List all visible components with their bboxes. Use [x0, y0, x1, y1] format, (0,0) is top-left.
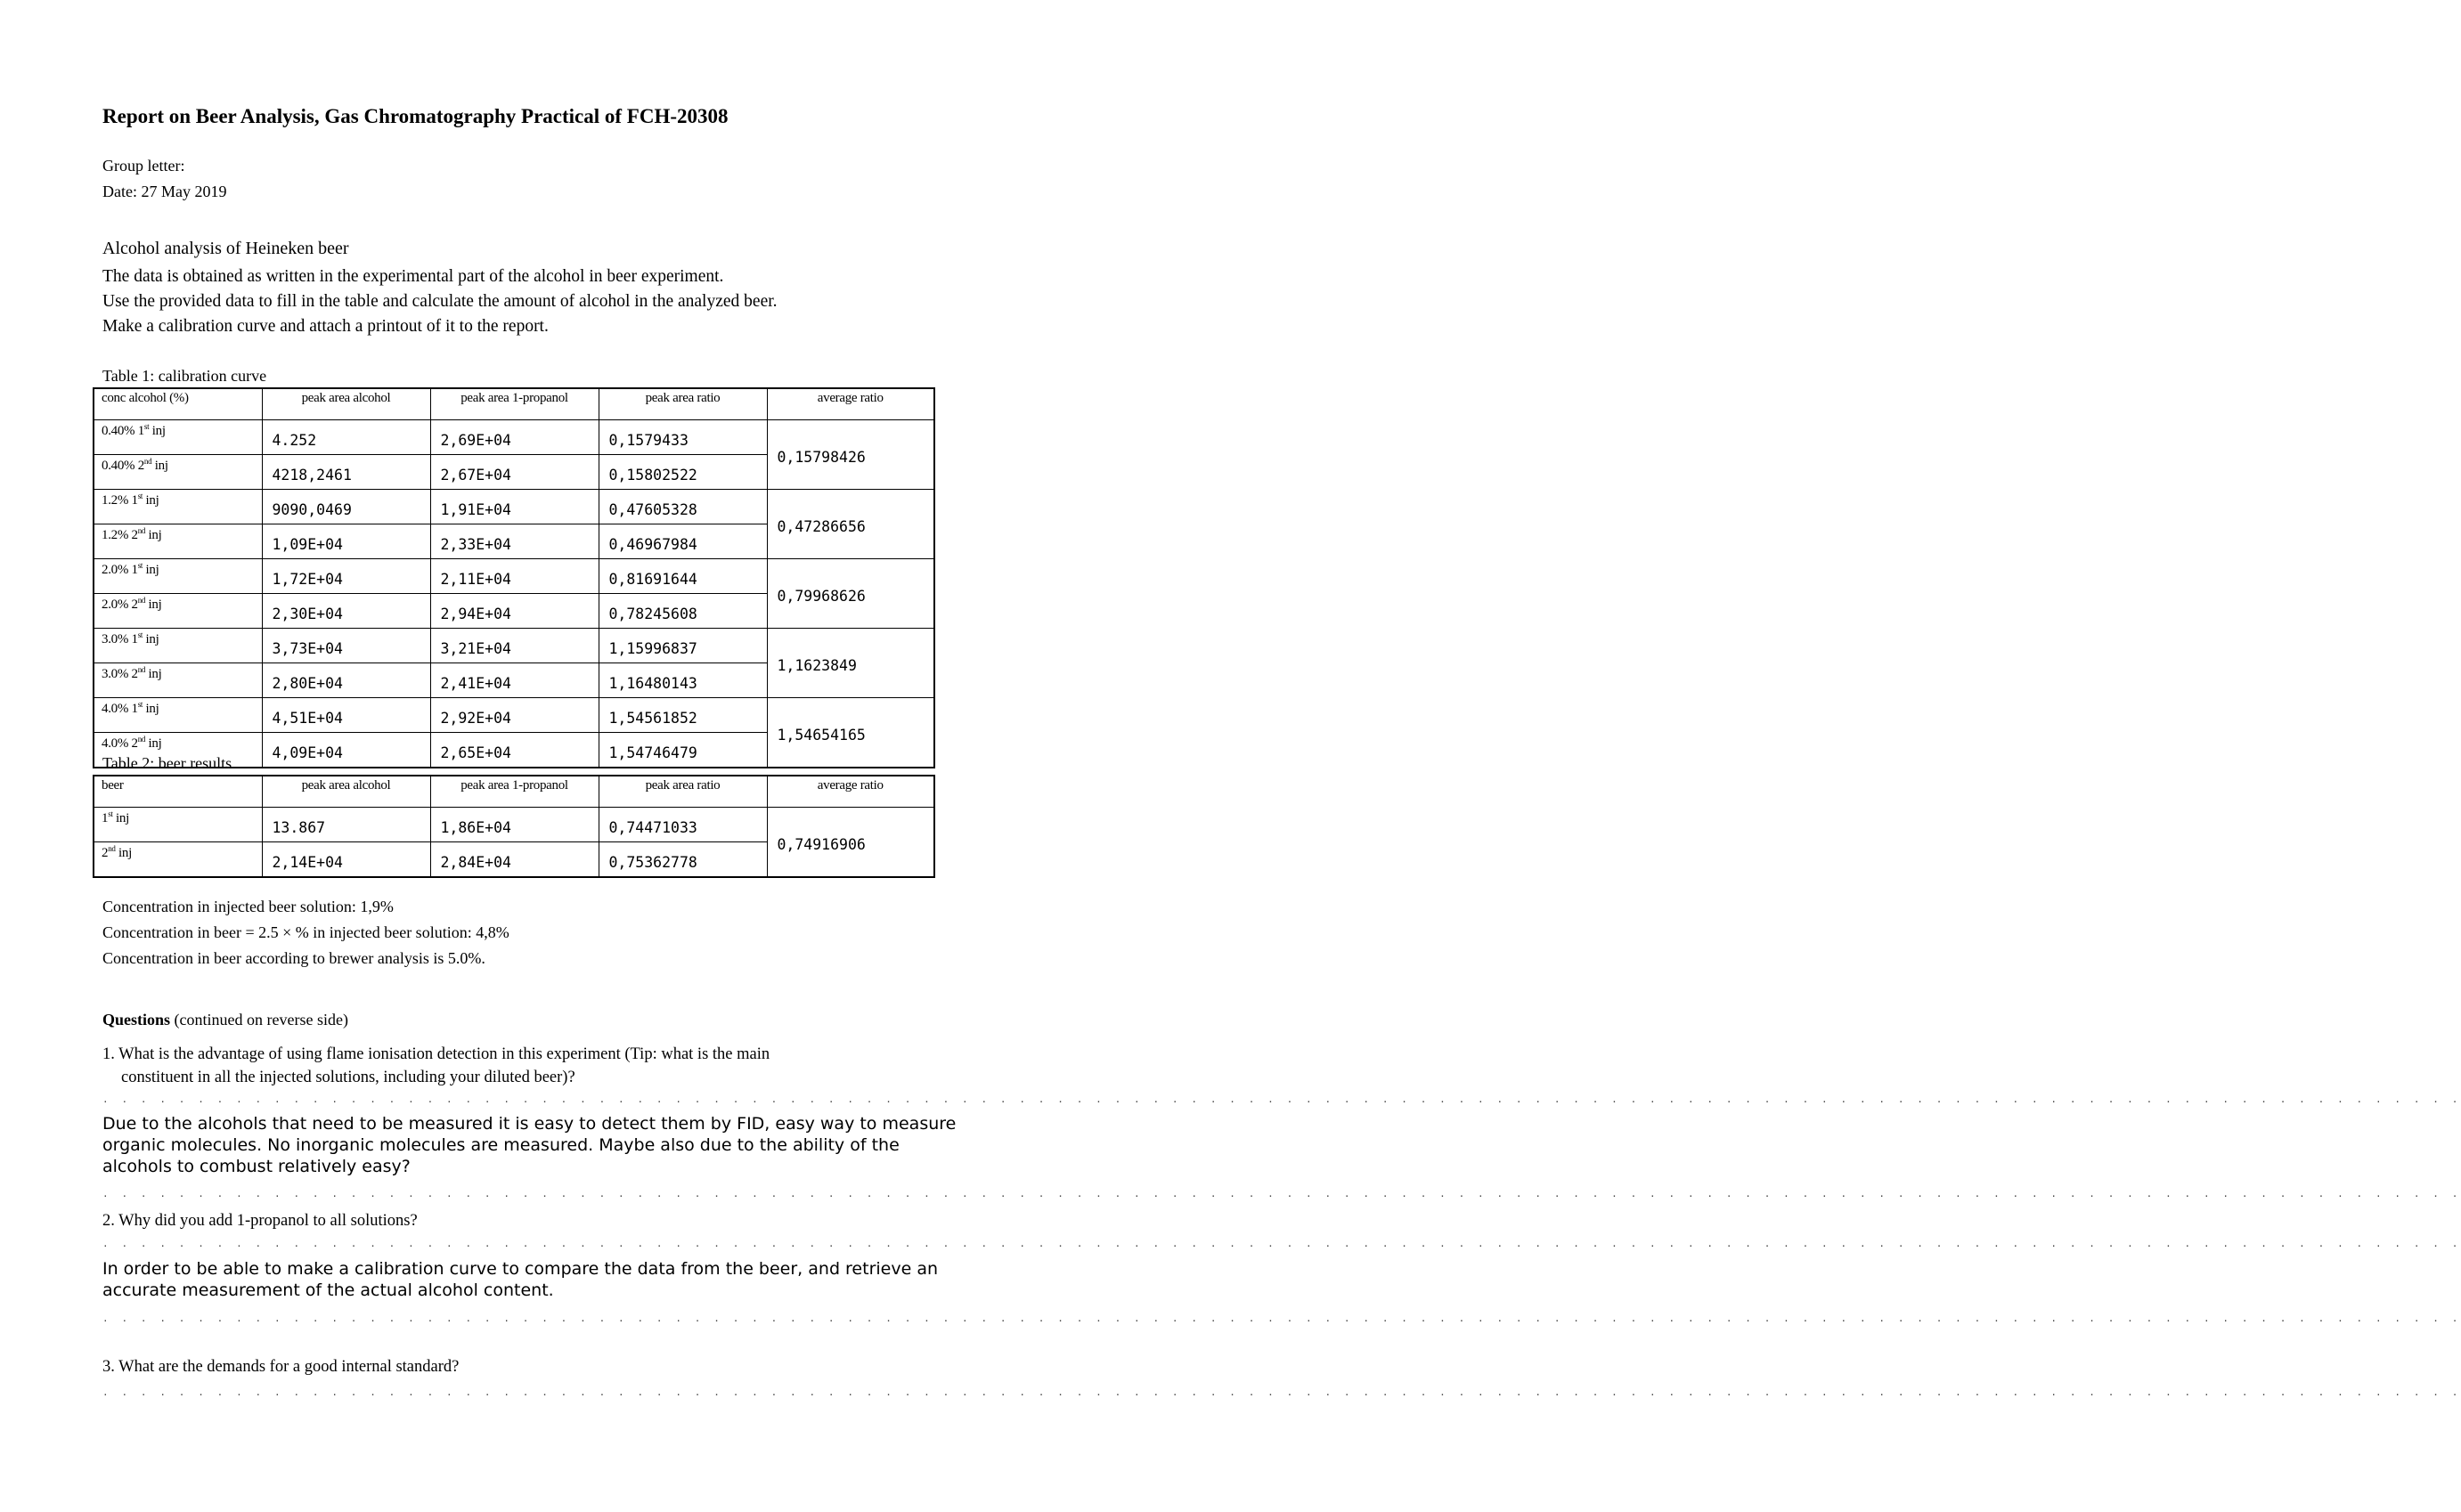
- row-label: [94, 490, 262, 524]
- peak-area-alcohol-cell: 3,73E+04: [262, 629, 430, 663]
- answer-1-dotted-line-bottom: . . . . . . . . . . . . . . . . . . . . . . . . . . . . . . . . . . . . . . . . . . . . . . . . . . . . . . . . . . . . . . . . . . . . . . . . . . . . . . . . . . . . . . . . . . . . . . . . . . . . . . . . . . . . . . . . . . . . . . . . . . . .: [102, 1188, 2461, 1199]
- peak-area-alcohol-cell: 1,09E+04: [262, 524, 430, 559]
- peak-area-alcohol-cell: 4218,2461: [262, 455, 430, 490]
- questions-title: Questions: [102, 1011, 171, 1028]
- peak-area-ratio-cell: 0,78245608: [599, 594, 767, 629]
- table1-header-cell: peak area ratio: [599, 388, 767, 420]
- peak-area-ratio-cell: 0,47605328: [599, 490, 767, 524]
- row-label-ordinal: st: [137, 492, 143, 500]
- peak-area-propanol-cell: 2,41E+04: [430, 663, 599, 698]
- row-label-text: 4.0% 1: [102, 702, 138, 716]
- answer-1-text[interactable]: Due to the alcohols that need to be measured it is easy to detect them by FID, easy way to measure organic molecules. No inorganic molecules are measured. Maybe also due to the ability of the alcohols to combust relatively easy?: [102, 1114, 957, 1176]
- question-2: 2. Why did you add 1-propanol to all solutions?: [102, 1212, 418, 1230]
- answer-2-dotted-line-top: . . . . . . . . . . . . . . . . . . . . . . . . . . . . . . . . . . . . . . . . . . . . . . . . . . . . . . . . . . . . . . . . . . . . . . . . . . . . . . . . . . . . . . . . . . . . . . . . . . . . . . . . . . . . . . . . . . . . . . . . . . . .: [102, 1238, 2461, 1249]
- table2-header-cell: beer: [94, 776, 262, 808]
- table1-header-row: [94, 388, 934, 420]
- peak-area-alcohol-cell: 2,14E+04: [262, 842, 430, 878]
- row-label: [94, 455, 262, 490]
- row-label-inj: inj: [115, 846, 132, 860]
- row-label-text: 3.0% 2: [102, 667, 138, 681]
- row-label-text: 2: [102, 846, 109, 860]
- report-title: Report on Beer Analysis, Gas Chromatography Practical of FCH-20308: [102, 105, 729, 127]
- table1-header-cell: average ratio: [767, 388, 934, 420]
- row-label-inj: inj: [151, 459, 168, 473]
- peak-area-propanol-cell: 3,21E+04: [430, 629, 599, 663]
- row-label-inj: inj: [143, 632, 159, 646]
- row-label-text: 1.2% 1: [102, 493, 138, 508]
- peak-area-alcohol-cell: 4,51E+04: [262, 698, 430, 733]
- calibration-table: [93, 387, 935, 768]
- answer-1-dotted-line-top: . . . . . . . . . . . . . . . . . . . . . . . . . . . . . . . . . . . . . . . . . . . . . . . . . . . . . . . . . . . . . . . . . . . . . . . . . . . . . . . . . . . . . . . . . . . . . . . . . . . . . . . . . . . . . . . . . . . . . . . . . . . .: [102, 1093, 2461, 1105]
- row-label-text: 3.0% 1: [102, 632, 138, 646]
- row-label-inj: inj: [145, 667, 162, 681]
- peak-area-alcohol-cell: 9090,0469: [262, 490, 430, 524]
- peak-area-propanol-cell: 2,33E+04: [430, 524, 599, 559]
- table2-header-cell: peak area alcohol: [262, 776, 430, 808]
- row-label: [94, 594, 262, 629]
- report-date: Date: 27 May 2019: [102, 183, 227, 200]
- result-brewer-concentration: Concentration in beer according to brewer analysis is 5.0%.: [102, 949, 485, 967]
- average-ratio-cell: 1,1623849: [767, 629, 934, 698]
- row-label-inj: inj: [145, 597, 162, 612]
- table2-header-cell: peak area ratio: [599, 776, 767, 808]
- row-label-ordinal: nd: [137, 665, 146, 674]
- peak-area-propanol-cell: 2,67E+04: [430, 455, 599, 490]
- peak-area-propanol-cell: 2,69E+04: [430, 420, 599, 455]
- section-heading: Alcohol analysis of Heineken beer: [102, 239, 349, 258]
- peak-area-propanol-cell: 2,11E+04: [430, 559, 599, 594]
- row-label: [94, 629, 262, 663]
- row-label-inj: inj: [143, 702, 159, 716]
- peak-area-ratio-cell: 0,1579433: [599, 420, 767, 455]
- table2-caption: Table 2: beer results: [102, 754, 232, 772]
- intro-line-1: The data is obtained as written in the experimental part of the alcohol in beer experiment.: [102, 267, 724, 286]
- questions-note: (continued on reverse side): [170, 1011, 348, 1028]
- table2-header-row: [94, 776, 934, 808]
- table1-header-cell: conc alcohol (%): [94, 388, 262, 420]
- peak-area-alcohol-cell: 4.252: [262, 420, 430, 455]
- row-label-text: 2.0% 1: [102, 563, 138, 577]
- questions-heading: [102, 1011, 348, 1029]
- answer-3-dotted-line: . . . . . . . . . . . . . . . . . . . . . . . . . . . . . . . . . . . . . . . . . . . . . . . . . . . . . . . . . . . . . . . . . . . . . . . . . . . . . . . . . . . . . . . . . . . . . . . . . . . . . . . . . . . . . . . . . . . . . . . . . . . .: [102, 1386, 2461, 1398]
- peak-area-ratio-cell: 1,54746479: [599, 733, 767, 768]
- row-label: [94, 842, 262, 878]
- peak-area-propanol-cell: 2,94E+04: [430, 594, 599, 629]
- row-label: [94, 524, 262, 559]
- row-label-inj: inj: [112, 811, 129, 825]
- answer-2-dotted-line-bottom: . . . . . . . . . . . . . . . . . . . . . . . . . . . . . . . . . . . . . . . . . . . . . . . . . . . . . . . . . . . . . . . . . . . . . . . . . . . . . . . . . . . . . . . . . . . . . . . . . . . . . . . . . . . . . . . . . . . . . . . . . . . .: [102, 1313, 2461, 1324]
- table2-header-cell: average ratio: [767, 776, 934, 808]
- group-letter-label: Group letter:: [102, 157, 185, 175]
- average-ratio-cell: 0,15798426: [767, 420, 934, 490]
- average-ratio-cell: 0,47286656: [767, 490, 934, 559]
- peak-area-alcohol-cell: 2,80E+04: [262, 663, 430, 698]
- row-label-text: 2.0% 2: [102, 597, 138, 612]
- row-label-inj: inj: [143, 493, 159, 508]
- peak-area-propanol-cell: 2,65E+04: [430, 733, 599, 768]
- row-label-text: 0.40% 1: [102, 424, 144, 438]
- peak-area-ratio-cell: 1,54561852: [599, 698, 767, 733]
- average-ratio-cell: 1,54654165: [767, 698, 934, 768]
- table-row: [94, 808, 934, 842]
- average-ratio-cell: 0,74916906: [767, 808, 934, 878]
- question-3: 3. What are the demands for a good internal standard?: [102, 1358, 460, 1376]
- row-label-ordinal: nd: [137, 735, 146, 744]
- question-1-line-2: constituent in all the injected solutions, including your diluted beer)?: [121, 1069, 575, 1086]
- peak-area-propanol-cell: 2,92E+04: [430, 698, 599, 733]
- peak-area-ratio-cell: 0,46967984: [599, 524, 767, 559]
- peak-area-ratio-cell: 1,16480143: [599, 663, 767, 698]
- table-row: [94, 629, 934, 663]
- row-label-ordinal: nd: [137, 596, 146, 605]
- peak-area-alcohol-cell: 4,09E+04: [262, 733, 430, 768]
- question-1-line-1: 1. What is the advantage of using flame ionisation detection in this experiment (Tip: what is the main: [102, 1045, 770, 1063]
- row-label-inj: inj: [149, 424, 166, 438]
- peak-area-propanol-cell: 2,84E+04: [430, 842, 599, 878]
- peak-area-ratio-cell: 0,15802522: [599, 455, 767, 490]
- row-label-text: 4.0% 2: [102, 736, 138, 751]
- row-label: [94, 808, 262, 842]
- result-beer-concentration: Concentration in beer = 2.5 × % in injected beer solution: 4,8%: [102, 923, 509, 941]
- average-ratio-cell: 0,79968626: [767, 559, 934, 629]
- row-label-text: 1: [102, 811, 109, 825]
- table2-header-cell: peak area 1-propanol: [430, 776, 599, 808]
- row-label: [94, 559, 262, 594]
- row-label-text: 0.40% 2: [102, 459, 144, 473]
- row-label: [94, 420, 262, 455]
- peak-area-ratio-cell: 0,74471033: [599, 808, 767, 842]
- row-label-ordinal: st: [137, 561, 143, 570]
- table1-header-cell: peak area 1-propanol: [430, 388, 599, 420]
- row-label-inj: inj: [143, 563, 159, 577]
- row-label-text: 1.2% 2: [102, 528, 138, 542]
- row-label-inj: inj: [145, 736, 162, 751]
- peak-area-alcohol-cell: 1,72E+04: [262, 559, 430, 594]
- intro-line-2: Use the provided data to fill in the table and calculate the amount of alcohol in the analyzed beer.: [102, 292, 778, 311]
- table-row: [94, 420, 934, 455]
- table1-caption: Table 1: calibration curve: [102, 367, 267, 385]
- table-row: [94, 559, 934, 594]
- row-label-ordinal: st: [137, 700, 143, 709]
- row-label-ordinal: st: [108, 809, 113, 818]
- row-label: [94, 698, 262, 733]
- table1-header-cell: peak area alcohol: [262, 388, 430, 420]
- peak-area-ratio-cell: 1,15996837: [599, 629, 767, 663]
- row-label: [94, 663, 262, 698]
- table-row: [94, 490, 934, 524]
- intro-line-3: Make a calibration curve and attach a printout of it to the report.: [102, 317, 549, 336]
- row-label-ordinal: st: [137, 630, 143, 639]
- row-label-ordinal: st: [143, 422, 150, 431]
- row-label-ordinal: nd: [108, 844, 116, 853]
- table-row: [94, 698, 934, 733]
- peak-area-ratio-cell: 0,81691644: [599, 559, 767, 594]
- peak-area-alcohol-cell: 2,30E+04: [262, 594, 430, 629]
- row-label-inj: inj: [145, 528, 162, 542]
- peak-area-propanol-cell: 1,91E+04: [430, 490, 599, 524]
- result-injected-concentration: Concentration in injected beer solution: 1,9%: [102, 898, 394, 915]
- peak-area-propanol-cell: 1,86E+04: [430, 808, 599, 842]
- answer-2-text[interactable]: In order to be able to make a calibration curve to compare the data from the beer, and retrieve an accurate measurement of the actual alcohol content.: [102, 1259, 939, 1300]
- beer-results-table: [93, 775, 935, 878]
- peak-area-ratio-cell: 0,75362778: [599, 842, 767, 878]
- row-label-ordinal: nd: [143, 457, 152, 466]
- row-label-ordinal: nd: [137, 526, 146, 535]
- peak-area-alcohol-cell: 13.867: [262, 808, 430, 842]
